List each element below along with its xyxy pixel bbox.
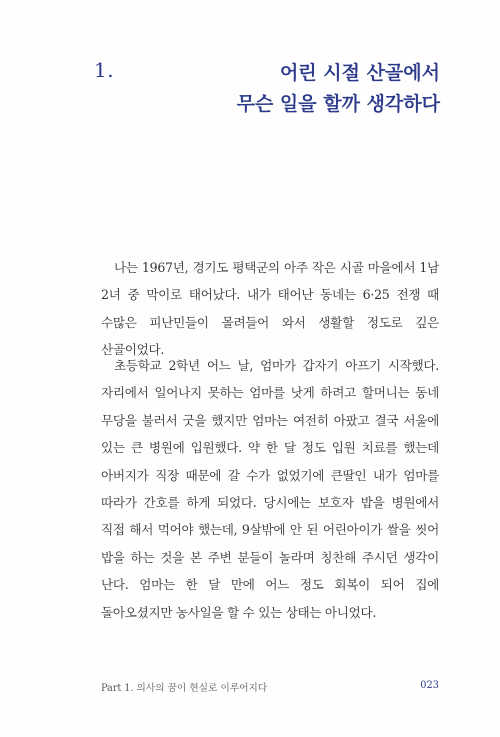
chapter-title xyxy=(237,58,440,120)
body-paragraph: 초등학교 2학년 어느 날, 엄마가 갑자기 아프기 시작했다. 자리에서 일어나지 못하는 엄마를 낫게 하려고 할머니는 동네 무당을 불러서 굿을 했지만 엄마는 여전히 아팠고 결국 서울에 있는 큰 병원에 입원했다. 약 한 달 정도 입원 치료를 했는데 아버지가 직장 때문에 갈 수가 없었기에 큰딸인 내가 엄마를 따라가 간호를 하게 되었다. 당시에는 보호자 밥을 병원에서 직접 해서 먹어야 했는데, 9살밖에 안 된 어린아이가 쌀을 씻어 밥을 하는 것을 본 주변 분들이 놀라며 칭찬해 주시던 생각이 난다. 엄마는 한 달 만에 어느 정도 회복이 되어 집에 돌아오셨지만 농사일을 할 수 있는 상태는 아니었다. xyxy=(101,358,439,620)
running-footer-title: Part 1. 의사의 꿈이 현실로 이루어지다 xyxy=(101,683,268,694)
chapter-title-line-1: 어린 시절 산골에서 xyxy=(279,62,440,84)
chapter-number: 1. xyxy=(94,58,115,82)
body-paragraph-1-block xyxy=(101,254,439,364)
body-paragraph: 나는 1967년, 경기도 평택군의 아주 작은 시골 마을에서 1남 2녀 중 막이로 태어났다. 내가 태어난 동네는 6·25 전쟁 때 수많은 피난민들이 몰려들어 와서 생활할 정도로 깊은 산골이었다. xyxy=(101,260,439,358)
body-paragraph-2-block xyxy=(101,352,439,626)
chapter-title-line-2: 무슨 일을 할까 생각하다 xyxy=(236,93,440,115)
page-number: 023 xyxy=(420,680,439,691)
